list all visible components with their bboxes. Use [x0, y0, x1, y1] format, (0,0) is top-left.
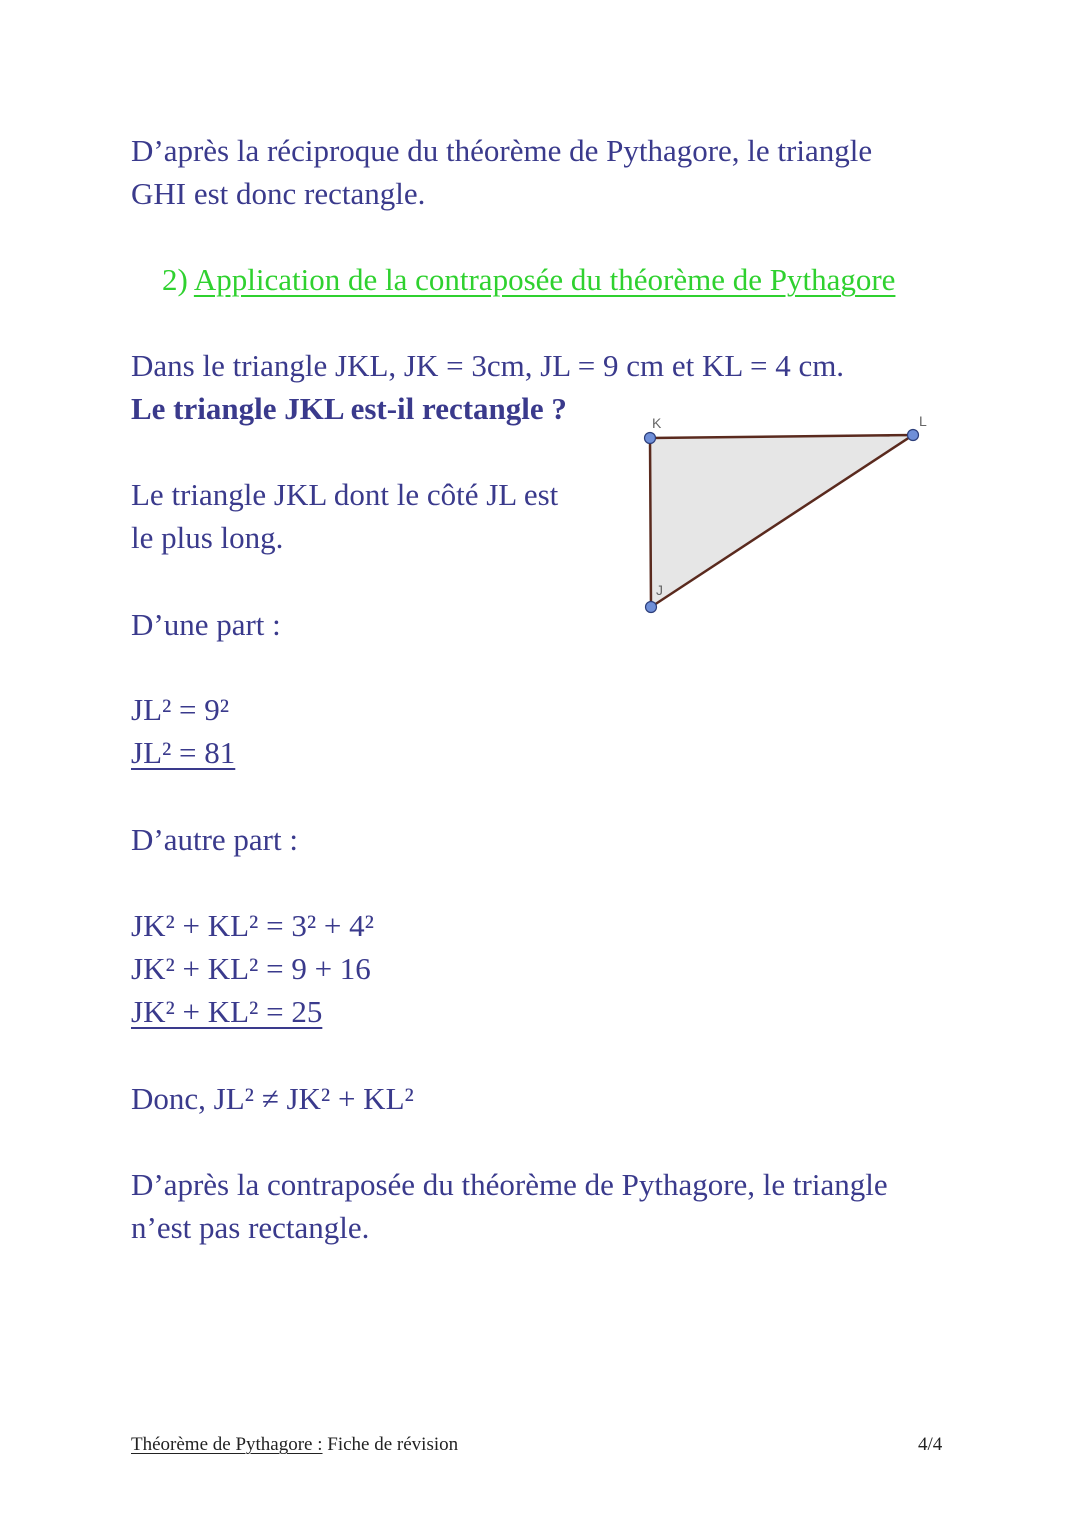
- footer-topic: Théorème de Pythagore :: [131, 1434, 323, 1455]
- point-j: [646, 602, 657, 613]
- label-l: L: [919, 413, 927, 429]
- conclusion-line-2: n’est pas rectangle.: [131, 1210, 370, 1245]
- footer-subtitle: Fiche de révision: [322, 1434, 459, 1455]
- part1-eq2: JL² = 81: [131, 735, 236, 770]
- problem-statement: Dans le triangle JKL, JK = 3cm, JL = 9 cm et KL = 4 cm.: [131, 348, 845, 383]
- label-k: K: [652, 415, 662, 431]
- triangle-figure: [630, 400, 940, 630]
- part1-eq1: JL² = 9²: [131, 692, 230, 727]
- conclusion-line-1: D’après la contraposée du théorème de Pythagore, le triangle: [131, 1167, 888, 1202]
- section-title: [162, 260, 895, 300]
- observation-line-1: Le triangle JKL dont le côté JL est: [131, 477, 559, 512]
- section-number: 2): [162, 262, 188, 297]
- triangle-jkl: [650, 435, 913, 607]
- point-l: [908, 430, 919, 441]
- intro-line-1: D’après la réciproque du théorème de Pythagore, le triangle: [131, 133, 873, 168]
- section-title-text: Application de la contraposée du théorème de Pythagore: [193, 262, 896, 297]
- comparison: Donc, JL² ≠ JK² + KL²: [131, 1081, 414, 1116]
- label-j: J: [656, 582, 663, 598]
- observation-line-2: le plus long.: [131, 520, 284, 555]
- part2-heading: D’autre part :: [131, 822, 298, 857]
- part2-eq1: JK² + KL² = 3² + 4²: [131, 908, 374, 943]
- part1-heading: D’une part :: [131, 607, 281, 642]
- part2-eq3: JK² + KL² = 25: [131, 994, 323, 1029]
- footer-title: [131, 1432, 458, 1458]
- page-number: 4/4: [918, 1434, 943, 1455]
- intro-line-2: GHI est donc rectangle.: [131, 176, 426, 211]
- point-k: [645, 433, 656, 444]
- problem-question: Le triangle JKL est-il rectangle ?: [131, 391, 567, 426]
- part2-eq2: JK² + KL² = 9 + 16: [131, 951, 371, 986]
